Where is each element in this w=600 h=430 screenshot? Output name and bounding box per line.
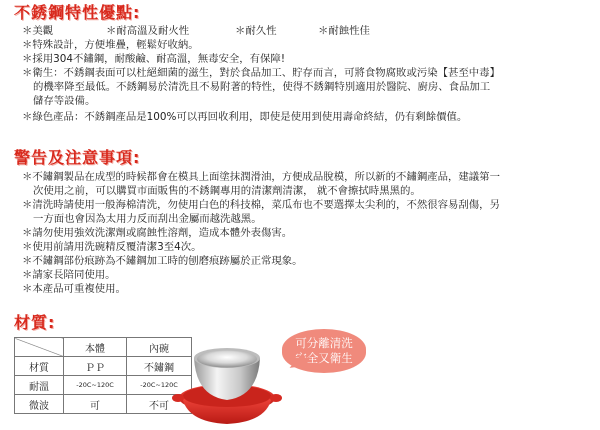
green-product: ＊綠色產品：不銹鋼產品是100%可以再回收利用，即使是使用到使用壽命終結，仍有剩餘價值。 — [22, 111, 468, 123]
table-row — [15, 338, 192, 357]
table-header-inner-bowl: 內碗 — [127, 338, 192, 357]
warning-6: ＊請家長陪同使用。 — [22, 269, 116, 281]
feature-beauty: ＊美觀 — [22, 25, 54, 37]
hygiene-line-1: ＊衛生：不銹鋼表面可以杜絕細菌的滋生，對於食品加工、貯存而言，可將食物腐敗或污染【甚至中毒】 — [22, 67, 500, 79]
material-table — [14, 337, 192, 414]
table-cell: 耐溫 — [15, 376, 64, 395]
warning-5: ＊不鏽鋼部份痕跡為不鏽鋼加工時的刨磨痕跡屬於正常現象。 — [22, 255, 303, 267]
table-row — [15, 395, 192, 414]
bowl-product-image — [172, 338, 282, 426]
table-row — [15, 376, 192, 395]
warning-7: ＊本產品可重複使用。 — [22, 283, 126, 295]
callout-line-1: 可分離清洗 — [295, 336, 353, 350]
material-heading: 材質: — [14, 313, 56, 332]
hygiene-line-2: 的機率降至最低。不銹鋼易於清洗且不易附著的特性，使得不銹鋼特別適用於醫院、廚房、食品加工 — [33, 81, 491, 93]
table-cell: 不鏽鋼 — [127, 357, 192, 376]
feature-bullet-304: ＊採用304不鏽鋼，耐酸鹼、耐高溫，無毒安全，有保障! — [22, 53, 285, 65]
table-cell: 微波 — [15, 395, 64, 414]
hygiene-line-3: 儲存等設備。 — [33, 95, 96, 107]
table-cell: -20C~120C — [64, 376, 127, 395]
features-heading: 不銹鋼特性優點: — [14, 3, 141, 22]
features-block — [22, 24, 586, 124]
callout-bubble — [282, 329, 366, 373]
table-cell: ＰＰ — [64, 357, 127, 376]
table-cell: -20C~120C — [127, 376, 192, 395]
table-cell: 材質 — [15, 357, 64, 376]
feature-heat-resistance: ＊耐高溫及耐火性 — [106, 25, 190, 37]
table-cell: 不可 — [127, 395, 192, 414]
bowl-illustration — [172, 338, 282, 426]
feature-durability: ＊耐久性 — [235, 25, 277, 37]
callout-line-2: 安全又衛生 — [295, 351, 353, 365]
warning-heading: 警告及注意事項: — [14, 148, 141, 167]
features-row — [22, 24, 586, 38]
warning-2-line-1: ＊清洗時請使用一般海棉清洗，勿使用白色的科技棉，菜瓜布也不要選擇太尖利的，不然很容易刮傷，另 — [22, 199, 500, 211]
warning-2-line-2: 一方面也會因為太用力反而刮出金屬而越洗越黑。 — [33, 213, 262, 225]
table-cell: 可 — [64, 395, 127, 414]
warning-3: ＊請勿使用強效洗潔劑或腐蝕性溶劑，造成本體外表傷害。 — [22, 227, 293, 239]
warning-4: ＊使用前請用洗碗精反覆清潔3至4次。 — [22, 241, 202, 253]
feature-bullet-stacking: ＊特殊設計，方便堆疊，輕鬆好收納。 — [22, 39, 199, 51]
table-corner-cell — [15, 338, 64, 357]
warning-block — [22, 170, 586, 296]
table-header-body: 本體 — [64, 338, 127, 357]
feature-corrosion: ＊耐蝕性佳 — [318, 25, 370, 37]
warning-1-line-2: 次使用之前，可以購買市面販售的不銹鋼專用的清潔劑清潔， 就不會擦拭時黑黑的。 — [33, 185, 421, 197]
warning-1-line-1: ＊不鏽鋼製品在成型的時候都會在模具上面塗抹潤滑油，方便成品脫模，所以新的不鏽鋼產品，建議第一 — [22, 171, 500, 183]
table-row — [15, 357, 192, 376]
